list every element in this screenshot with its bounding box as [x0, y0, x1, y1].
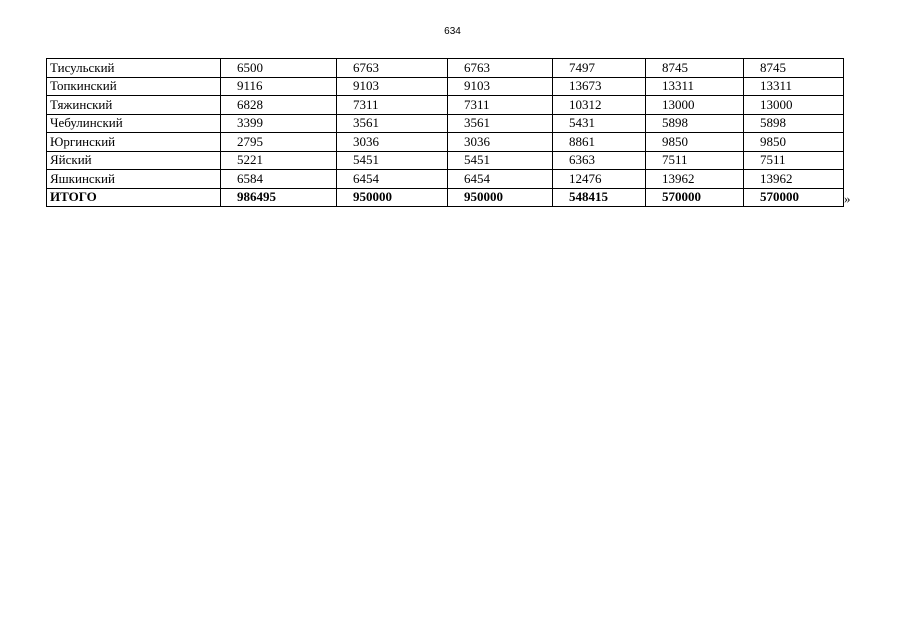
value-cell: 7511 [646, 151, 744, 170]
page-number: 634 [444, 26, 461, 37]
table-row [47, 96, 844, 115]
value-cell: 3399 [221, 114, 337, 133]
value-cell: 5898 [646, 114, 744, 133]
district-name-cell: Тисульский [47, 59, 221, 78]
district-name-cell: Чебулинский [47, 114, 221, 133]
district-name-cell: Топкинский [47, 77, 221, 96]
district-name-cell: Тяжинский [47, 96, 221, 115]
value-cell: 6500 [221, 59, 337, 78]
total-row [47, 188, 844, 207]
value-cell: 13962 [744, 170, 844, 189]
value-cell: 6454 [448, 170, 553, 189]
value-cell: 8745 [646, 59, 744, 78]
table-row [47, 77, 844, 96]
value-cell: 7497 [553, 59, 646, 78]
value-cell: 986495 [221, 188, 337, 207]
district-name-cell: Яшкинский [47, 170, 221, 189]
value-cell: 9103 [448, 77, 553, 96]
value-cell: 950000 [337, 188, 448, 207]
value-cell: 9116 [221, 77, 337, 96]
total-label-cell: ИТОГО [47, 188, 221, 207]
value-cell: 6763 [448, 59, 553, 78]
value-cell: 7311 [337, 96, 448, 115]
closing-quote: » [844, 191, 851, 206]
value-cell: 6763 [337, 59, 448, 78]
data-table [46, 58, 844, 207]
value-cell: 5431 [553, 114, 646, 133]
value-cell: 13962 [646, 170, 744, 189]
value-cell: 13311 [744, 77, 844, 96]
value-cell: 548415 [553, 188, 646, 207]
value-cell: 13000 [744, 96, 844, 115]
table-row [47, 151, 844, 170]
district-name-cell: Яйский [47, 151, 221, 170]
value-cell: 7311 [448, 96, 553, 115]
value-cell: 6584 [221, 170, 337, 189]
value-cell: 6828 [221, 96, 337, 115]
value-cell: 6363 [553, 151, 646, 170]
value-cell: 13000 [646, 96, 744, 115]
value-cell: 8861 [553, 133, 646, 152]
value-cell: 5898 [744, 114, 844, 133]
table-row [47, 59, 844, 78]
value-cell: 8745 [744, 59, 844, 78]
value-cell: 950000 [448, 188, 553, 207]
value-cell: 9850 [744, 133, 844, 152]
value-cell: 5221 [221, 151, 337, 170]
value-cell: 570000 [744, 188, 844, 207]
table-body [47, 59, 844, 207]
value-cell: 570000 [646, 188, 744, 207]
value-cell: 13673 [553, 77, 646, 96]
value-cell: 3561 [337, 114, 448, 133]
value-cell: 3561 [448, 114, 553, 133]
value-cell: 12476 [553, 170, 646, 189]
value-cell: 2795 [221, 133, 337, 152]
value-cell: 3036 [448, 133, 553, 152]
value-cell: 10312 [553, 96, 646, 115]
table-row [47, 133, 844, 152]
table-row [47, 170, 844, 189]
district-name-cell: Юргинский [47, 133, 221, 152]
value-cell: 7511 [744, 151, 844, 170]
value-cell: 9850 [646, 133, 744, 152]
value-cell: 6454 [337, 170, 448, 189]
value-cell: 5451 [337, 151, 448, 170]
value-cell: 9103 [337, 77, 448, 96]
value-cell: 5451 [448, 151, 553, 170]
value-cell: 3036 [337, 133, 448, 152]
value-cell: 13311 [646, 77, 744, 96]
table-row [47, 114, 844, 133]
